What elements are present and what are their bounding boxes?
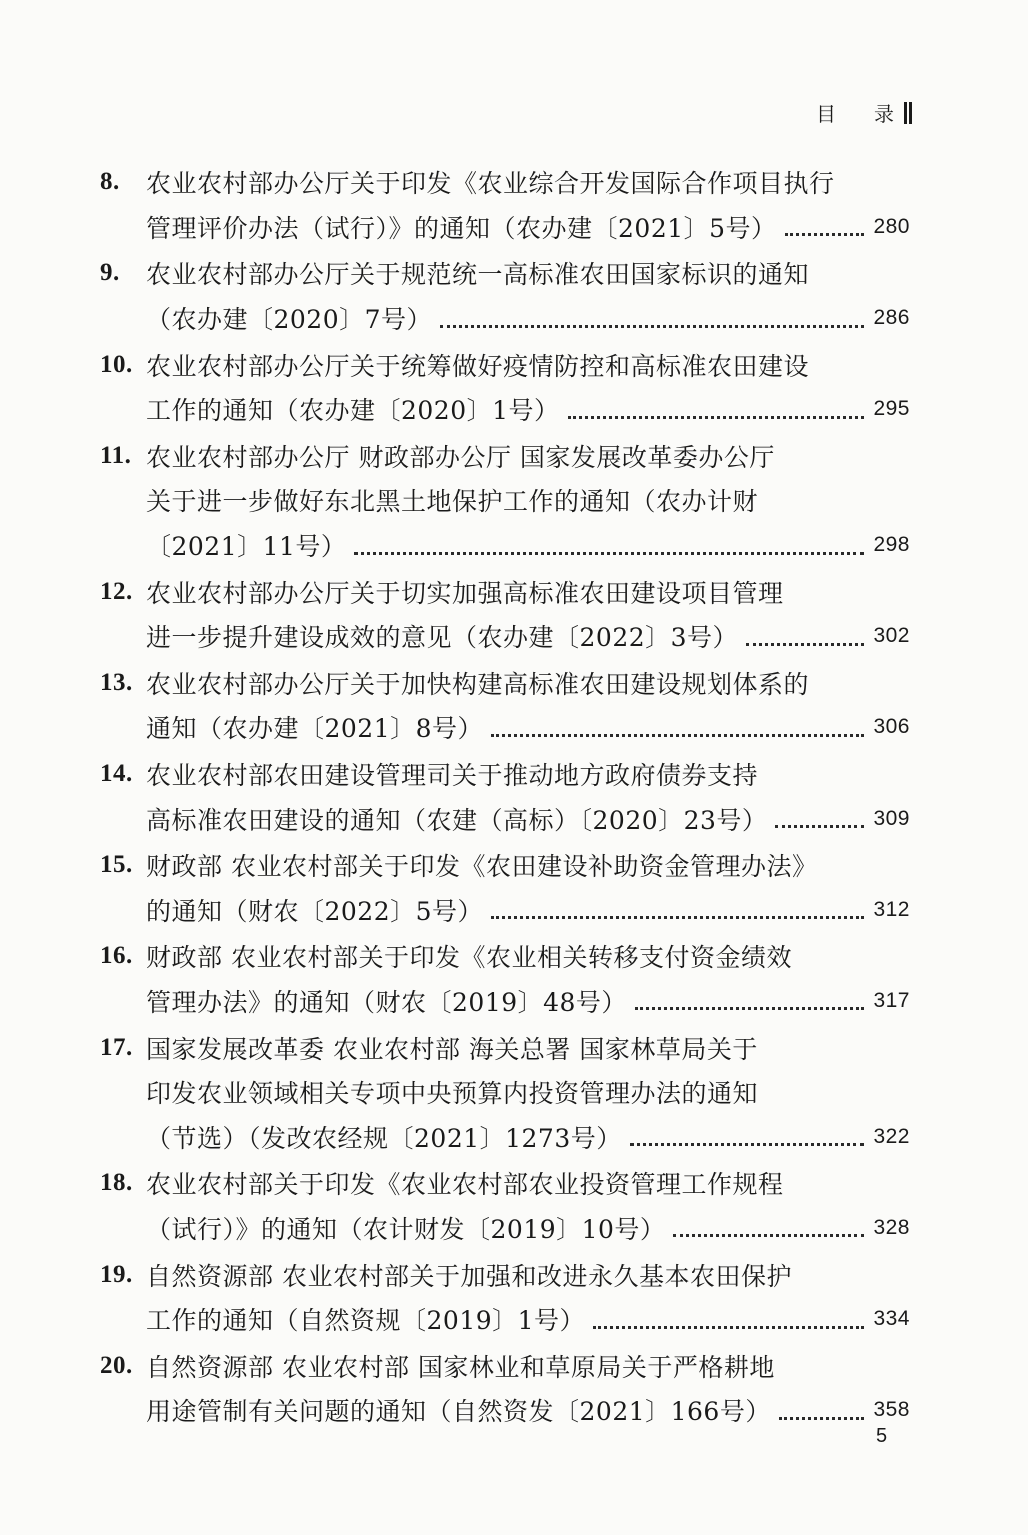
toc-entry[interactable] xyxy=(100,160,910,249)
toc-entry-number: 10. xyxy=(100,350,133,378)
toc-entry-line xyxy=(100,796,910,841)
toc-entry[interactable] xyxy=(100,251,910,340)
table-of-contents xyxy=(100,160,910,1435)
toc-entry-title: 农业农村部办公厅关于统筹做好疫情防控和高标准农田建设 xyxy=(146,351,810,381)
toc-entry-page: 312 xyxy=(873,897,910,921)
toc-entry-page: 295 xyxy=(873,397,910,421)
toc-entry-title: 进一步提升建设成效的意见（农办建〔2022〕3号） xyxy=(146,623,739,653)
toc-entry-number: 16. xyxy=(100,942,133,970)
dot-leader xyxy=(746,641,864,646)
dot-leader xyxy=(785,231,864,236)
toc-entry-page: 286 xyxy=(873,306,910,330)
toc-entry-line xyxy=(100,1070,910,1115)
toc-entry-line xyxy=(100,1161,910,1206)
toc-entry-title: 关于进一步做好东北黑土地保护工作的通知（农办计财 xyxy=(146,487,759,517)
toc-entry-title: 自然资源部 农业农村部 国家林业和草原局关于严格耕地 xyxy=(146,1352,775,1382)
toc-entry-title: （试行）》的通知（农计财发〔2019〕10号） xyxy=(146,1214,666,1244)
dot-leader xyxy=(775,823,864,828)
toc-entry-line xyxy=(100,1252,910,1297)
toc-entry-page: 298 xyxy=(873,533,910,557)
toc-entry-page: 322 xyxy=(873,1124,910,1148)
toc-entry-number: 13. xyxy=(100,668,133,696)
toc-entry-title: （节选）（发改农经规〔2021〕1273号） xyxy=(146,1123,622,1153)
toc-entry-title: 农业农村部办公厅关于印发《农业综合开发国际合作项目执行 xyxy=(146,169,835,199)
toc-entry-page: 328 xyxy=(873,1215,910,1239)
toc-entry-line xyxy=(100,752,910,797)
toc-entry-title: 通知（农办建〔2021〕8号） xyxy=(146,714,484,744)
toc-entry-title: 财政部 农业农村部关于印发《农田建设补助资金管理办法》 xyxy=(146,852,818,882)
toc-entry-line xyxy=(100,342,910,387)
toc-entry-page: 309 xyxy=(873,806,910,830)
toc-entry-title: （农办建〔2020〕7号） xyxy=(146,305,433,335)
dot-leader xyxy=(779,1415,864,1420)
toc-entry-page: 306 xyxy=(873,715,910,739)
toc-entry-line xyxy=(100,1343,910,1388)
toc-entry-number: 18. xyxy=(100,1169,133,1197)
toc-entry-title: 财政部 农业农村部关于印发《农业相关转移支付资金绩效 xyxy=(146,943,792,973)
toc-entry-title: 工作的通知（农办建〔2020〕1号） xyxy=(146,396,560,426)
toc-entry-line xyxy=(100,1025,910,1070)
toc-entry-number: 11. xyxy=(100,441,132,469)
toc-entry-title: 的通知（财农〔2022〕5号） xyxy=(146,896,484,926)
toc-entry-line xyxy=(100,1114,910,1159)
toc-entry[interactable] xyxy=(100,569,910,658)
toc-entry-title: 高标准农田建设的通知（农建（高标）〔2020〕23号） xyxy=(146,805,768,835)
toc-entry-line xyxy=(100,661,910,706)
toc-entry-title: 农业农村部关于印发《农业农村部农业投资管理工作规程 xyxy=(146,1170,784,1200)
dot-leader xyxy=(354,550,864,555)
toc-entry-page: 317 xyxy=(873,988,910,1012)
toc-entry-line xyxy=(100,434,910,479)
toc-entry-title: 农业农村部办公厅关于切实加强高标准农田建设项目管理 xyxy=(146,578,784,608)
toc-entry-line xyxy=(100,1297,910,1342)
dot-leader xyxy=(593,1324,864,1329)
dot-leader xyxy=(635,1005,864,1010)
toc-entry-number: 17. xyxy=(100,1033,133,1061)
toc-entry-line xyxy=(100,1388,910,1433)
toc-entry-page: 280 xyxy=(873,214,910,238)
toc-entry-page: 302 xyxy=(873,624,910,648)
toc-entry[interactable] xyxy=(100,1025,910,1159)
page-number: 5 xyxy=(876,1425,888,1447)
toc-entry-number: 15. xyxy=(100,851,133,879)
toc-entry-line xyxy=(100,705,910,750)
dot-leader xyxy=(491,732,864,737)
toc-entry[interactable] xyxy=(100,1343,910,1432)
toc-entry-number: 14. xyxy=(100,760,133,788)
toc-entry-number: 12. xyxy=(100,577,133,605)
toc-entry-line xyxy=(100,205,910,250)
dot-leader xyxy=(673,1232,864,1237)
toc-entry-line xyxy=(100,1206,910,1251)
toc-entry-number: 19. xyxy=(100,1260,133,1288)
toc-entry-title: 农业农村部办公厅 财政部办公厅 国家发展改革委办公厅 xyxy=(146,442,775,472)
running-header xyxy=(816,98,914,127)
dot-leader xyxy=(568,414,864,419)
toc-entry-line xyxy=(100,569,910,614)
toc-entry[interactable] xyxy=(100,934,910,1023)
toc-entry-number: 8. xyxy=(100,168,120,196)
toc-entry-title: 工作的通知（自然资规〔2019〕1号） xyxy=(146,1306,586,1336)
dot-leader xyxy=(491,914,864,919)
toc-entry-title: 印发农业领域相关专项中央预算内投资管理办法的通知 xyxy=(146,1079,759,1109)
toc-entry-line xyxy=(100,296,910,341)
toc-entry[interactable] xyxy=(100,342,910,431)
header-char-2: 录 xyxy=(874,102,894,126)
header-bar-ornament xyxy=(904,102,914,124)
toc-entry-line xyxy=(100,251,910,296)
toc-entry-title: 管理评价办法（试行）》的通知（农办建〔2021〕5号） xyxy=(146,213,777,243)
toc-entry-title: 农业农村部办公厅关于规范统一高标准农田国家标识的通知 xyxy=(146,260,810,290)
toc-entry-page: 334 xyxy=(873,1307,910,1331)
toc-entry-number: 9. xyxy=(100,259,120,287)
toc-entry[interactable] xyxy=(100,843,910,932)
toc-entry-page: 358 xyxy=(873,1398,910,1422)
toc-entry[interactable] xyxy=(100,661,910,750)
toc-entry-title: 管理办法》的通知（财农〔2019〕48号） xyxy=(146,987,627,1017)
toc-entry[interactable] xyxy=(100,1161,910,1250)
toc-entry-line xyxy=(100,843,910,888)
toc-entry-line xyxy=(100,934,910,979)
toc-entry-title: 用途管制有关问题的通知（自然资发〔2021〕166号） xyxy=(146,1397,771,1427)
toc-entry-title: 农业农村部办公厅关于加快构建高标准农田建设规划体系的 xyxy=(146,669,810,699)
toc-entry-line xyxy=(100,160,910,205)
toc-entry-title: 农业农村部农田建设管理司关于推动地方政府债券支持 xyxy=(146,761,759,791)
toc-entry-title: 国家发展改革委 农业农村部 海关总署 国家林草局关于 xyxy=(146,1034,758,1064)
toc-entry[interactable] xyxy=(100,752,910,841)
toc-entry-line xyxy=(100,979,910,1024)
toc-entry[interactable] xyxy=(100,1252,910,1341)
toc-entry-title: 〔2021〕11号） xyxy=(146,532,347,562)
toc-entry-line xyxy=(100,387,910,432)
toc-entry-line xyxy=(100,523,910,568)
toc-entry-number: 20. xyxy=(100,1351,133,1379)
dot-leader xyxy=(440,323,864,328)
dot-leader xyxy=(630,1141,864,1146)
toc-entry-title: 自然资源部 农业农村部关于加强和改进永久基本农田保护 xyxy=(146,1261,792,1291)
toc-entry[interactable] xyxy=(100,434,910,568)
toc-entry-line xyxy=(100,888,910,933)
toc-entry-line xyxy=(100,478,910,523)
header-char-1: 目 xyxy=(816,102,836,126)
toc-entry-line xyxy=(100,614,910,659)
